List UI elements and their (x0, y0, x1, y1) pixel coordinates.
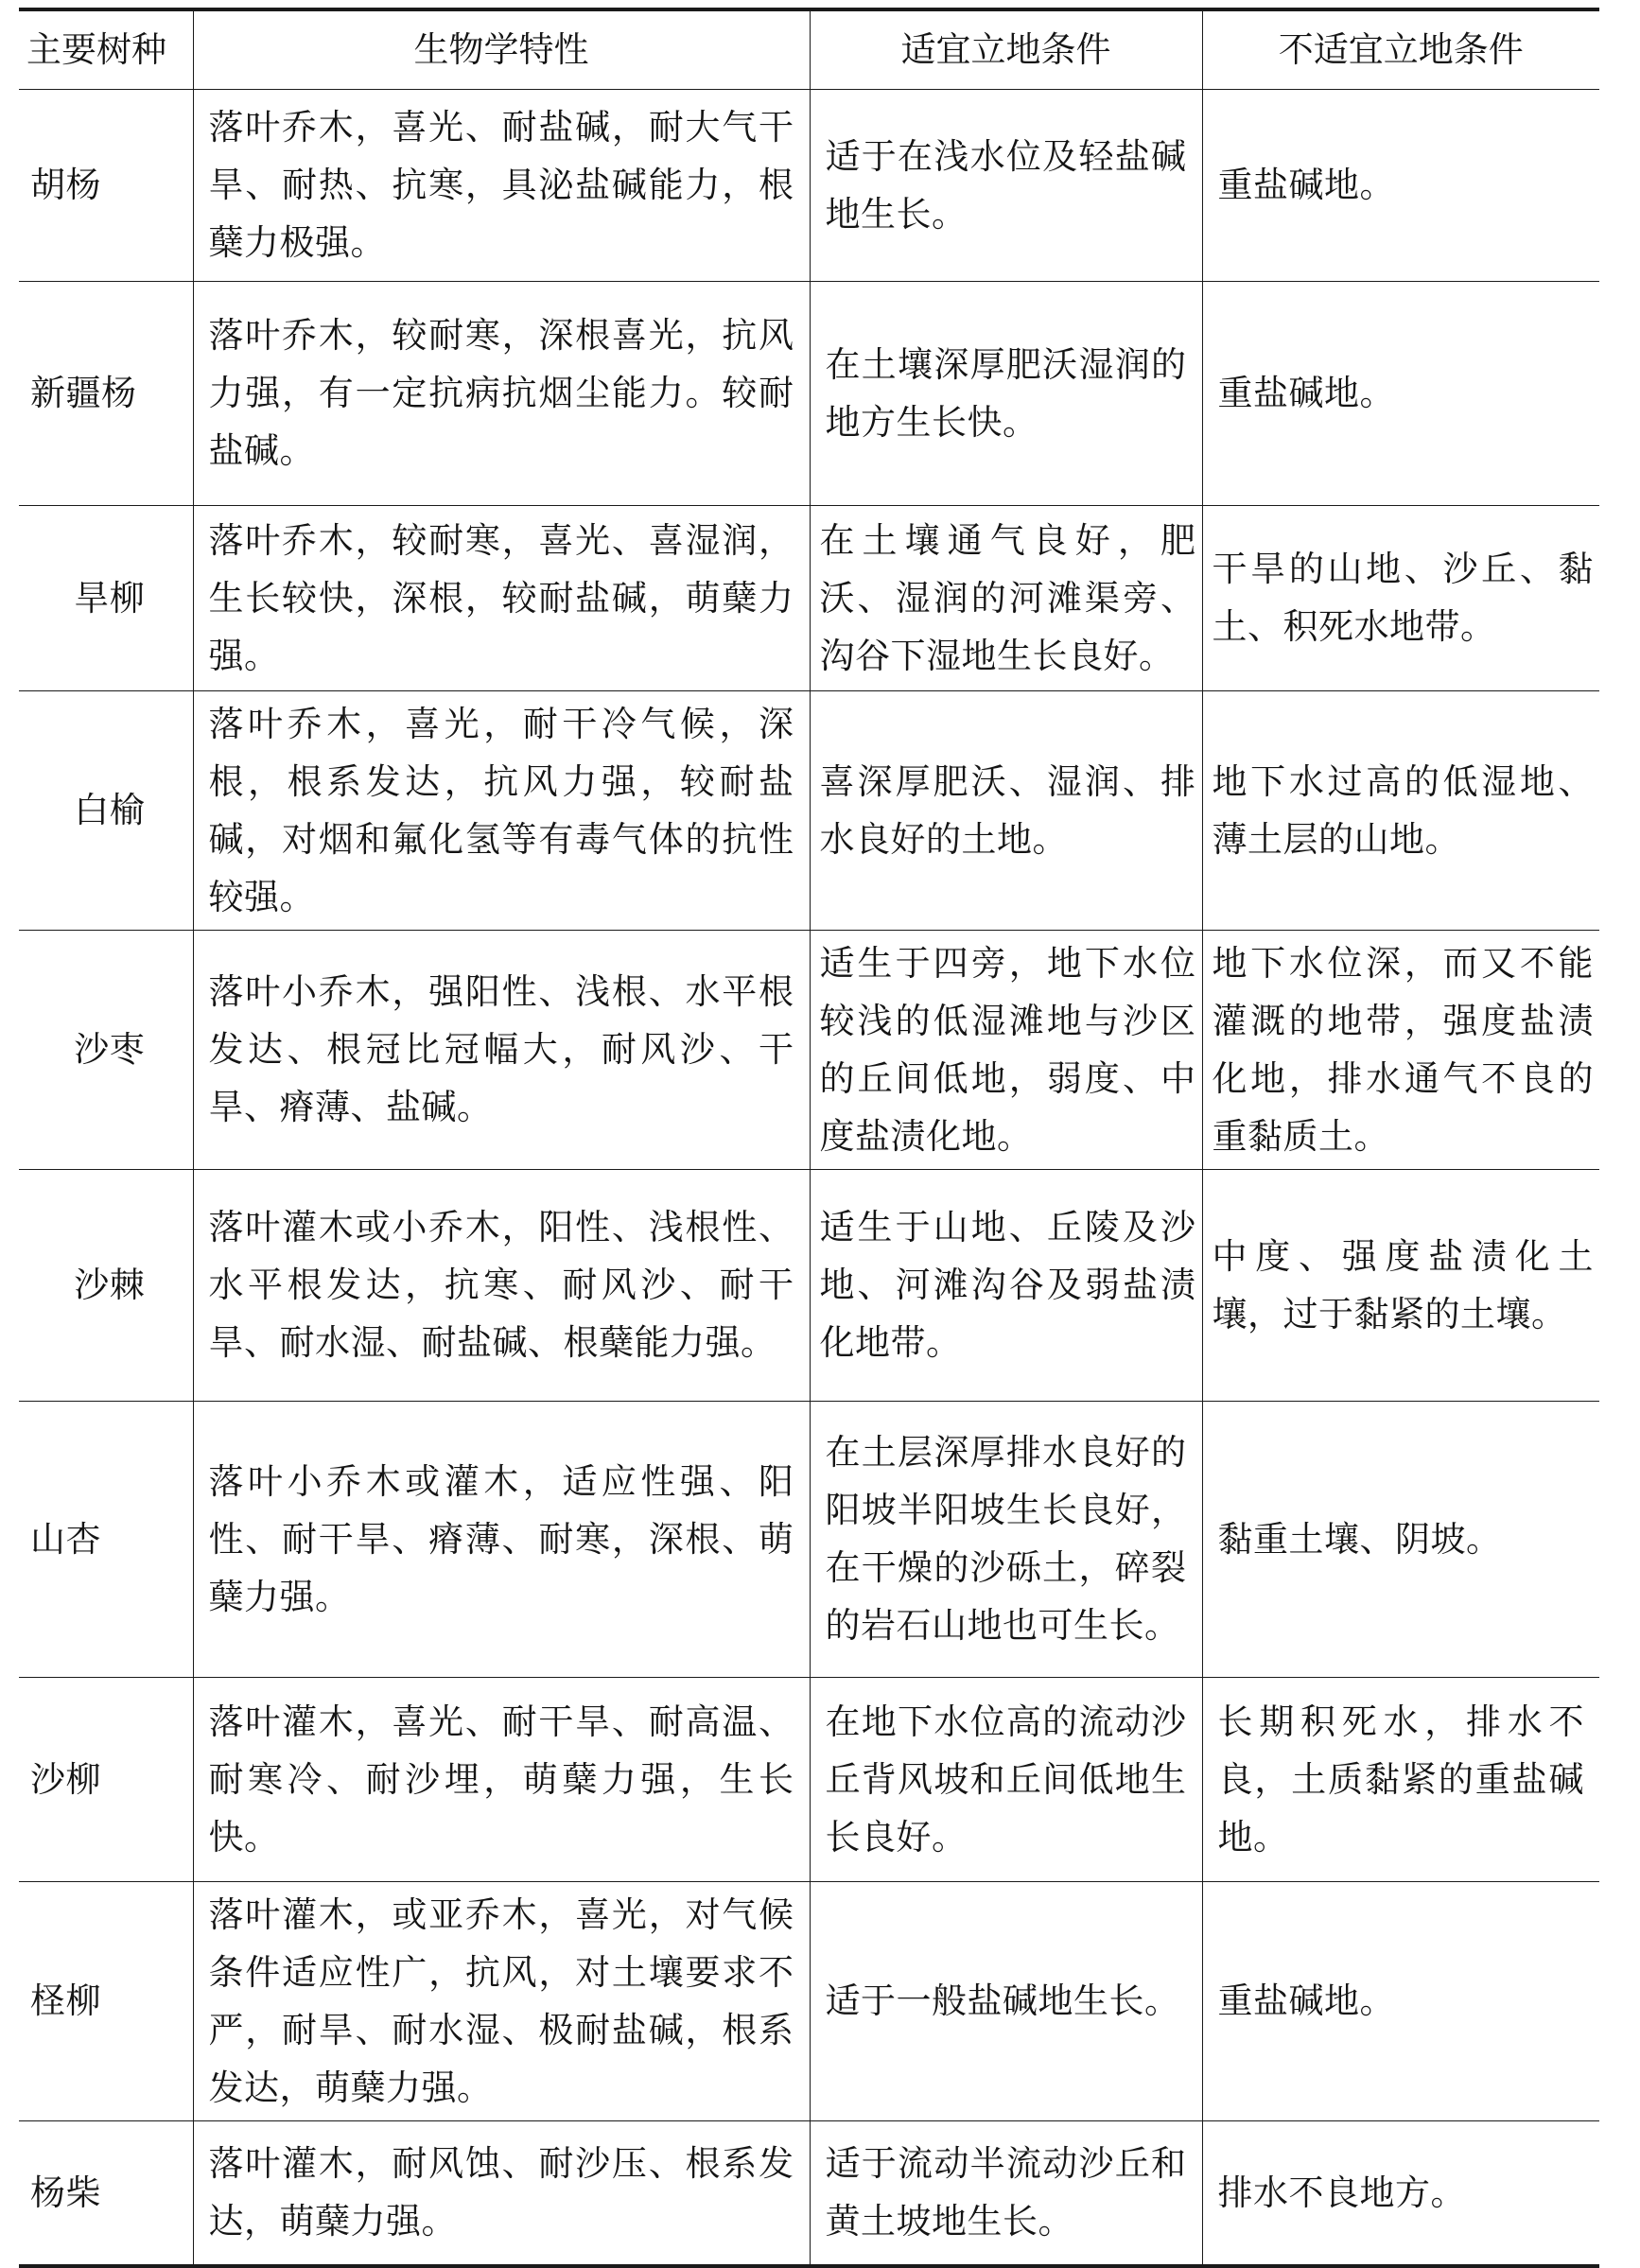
suitable-cell: 适于在浅水位及轻盐碱地生长。 (810, 89, 1202, 281)
species-cell: 新疆杨 (19, 281, 193, 505)
unsuitable-cell: 地下水过高的低湿地、薄土层的山地。 (1202, 690, 1599, 930)
table-row (19, 89, 1599, 281)
species-cell: 杨柴 (19, 2120, 193, 2266)
biology-cell: 落叶灌木或小乔木，阳性、浅根性、水平根发达，抗寒、耐风沙、耐干旱、耐水湿、耐盐碱、根蘖能力强。 (193, 1169, 810, 1401)
table-row (19, 2120, 1599, 2266)
species-cell: 胡杨 (19, 89, 193, 281)
header-biology: 生物学特性 (193, 9, 810, 89)
table-row (19, 930, 1599, 1169)
unsuitable-cell: 干旱的山地、沙丘、黏土、积死水地带。 (1202, 505, 1599, 690)
suitable-cell: 适于流动半流动沙丘和黄土坡地生长。 (810, 2120, 1202, 2266)
suitable-cell: 在土壤深厚肥沃湿润的地方生长快。 (810, 281, 1202, 505)
suitable-cell: 适生于四旁，地下水位较浅的低湿滩地与沙区的丘间低地，弱度、中度盐渍化地。 (810, 930, 1202, 1169)
unsuitable-cell: 中度、强度盐渍化土壤，过于黏紧的土壤。 (1202, 1169, 1599, 1401)
unsuitable-cell: 黏重土壤、阴坡。 (1202, 1401, 1599, 1677)
unsuitable-cell: 重盐碱地。 (1202, 281, 1599, 505)
unsuitable-cell: 重盐碱地。 (1202, 1881, 1599, 2120)
species-cell: 沙棘 (19, 1169, 193, 1401)
table-row (19, 690, 1599, 930)
unsuitable-cell: 长期积死水，排水不良，土质黏紧的重盐碱地。 (1202, 1677, 1599, 1881)
table-row (19, 505, 1599, 690)
species-cell: 柽柳 (19, 1881, 193, 2120)
table-row (19, 1401, 1599, 1677)
header-suitable: 适宜立地条件 (810, 9, 1202, 89)
table-body (19, 89, 1599, 2266)
biology-cell: 落叶灌木，耐风蚀、耐沙压、根系发达，萌蘖力强。 (193, 2120, 810, 2266)
unsuitable-cell: 地下水位深，而又不能灌溉的地带，强度盐渍化地，排水通气不良的重黏质土。 (1202, 930, 1599, 1169)
tree-species-table (19, 8, 1599, 2268)
suitable-cell: 在土层深厚排水良好的阳坡半阳坡生长良好，在干燥的沙砾土，碎裂的岩石山地也可生长。 (810, 1401, 1202, 1677)
species-cell: 白榆 (19, 690, 193, 930)
header-unsuitable: 不适宜立地条件 (1202, 9, 1599, 89)
unsuitable-cell: 重盐碱地。 (1202, 89, 1599, 281)
header-row (19, 9, 1599, 89)
table-row (19, 281, 1599, 505)
table-row (19, 1881, 1599, 2120)
biology-cell: 落叶乔木，喜光、耐盐碱，耐大气干旱、耐热、抗寒，具泌盐碱能力，根蘖力极强。 (193, 89, 810, 281)
biology-cell: 落叶小乔木或灌木，适应性强、阳性、耐干旱、瘠薄、耐寒，深根、萌蘖力强。 (193, 1401, 810, 1677)
biology-cell: 落叶乔木，较耐寒，深根喜光，抗风力强，有一定抗病抗烟尘能力。较耐盐碱。 (193, 281, 810, 505)
header-species: 主要树种 (19, 9, 193, 89)
species-cell: 沙柳 (19, 1677, 193, 1881)
table-row (19, 1677, 1599, 1881)
species-cell: 旱柳 (19, 505, 193, 690)
suitable-cell: 在地下水位高的流动沙丘背风坡和丘间低地生长良好。 (810, 1677, 1202, 1881)
suitable-cell: 在土壤通气良好，肥沃、湿润的河滩渠旁、沟谷下湿地生长良好。 (810, 505, 1202, 690)
table-row (19, 1169, 1599, 1401)
suitable-cell: 适于一般盐碱地生长。 (810, 1881, 1202, 2120)
biology-cell: 落叶灌木，或亚乔木，喜光，对气候条件适应性广，抗风，对土壤要求不严，耐旱、耐水湿、极耐盐碱，根系发达，萌蘖力强。 (193, 1881, 810, 2120)
species-cell: 山杏 (19, 1401, 193, 1677)
biology-cell: 落叶乔木，较耐寒，喜光、喜湿润，生长较快，深根，较耐盐碱，萌蘖力强。 (193, 505, 810, 690)
suitable-cell: 适生于山地、丘陵及沙地、河滩沟谷及弱盐渍化地带。 (810, 1169, 1202, 1401)
biology-cell: 落叶乔木，喜光，耐干冷气候，深根，根系发达，抗风力强，较耐盐碱，对烟和氟化氢等有毒气体的抗性较强。 (193, 690, 810, 930)
unsuitable-cell: 排水不良地方。 (1202, 2120, 1599, 2266)
suitable-cell: 喜深厚肥沃、湿润、排水良好的土地。 (810, 690, 1202, 930)
species-cell: 沙枣 (19, 930, 193, 1169)
biology-cell: 落叶小乔木，强阳性、浅根、水平根发达、根冠比冠幅大，耐风沙、干旱、瘠薄、盐碱。 (193, 930, 810, 1169)
document-page (19, 8, 1599, 2242)
table-header (19, 9, 1599, 89)
biology-cell: 落叶灌木，喜光、耐干旱、耐高温、耐寒冷、耐沙埋，萌蘖力强，生长快。 (193, 1677, 810, 1881)
